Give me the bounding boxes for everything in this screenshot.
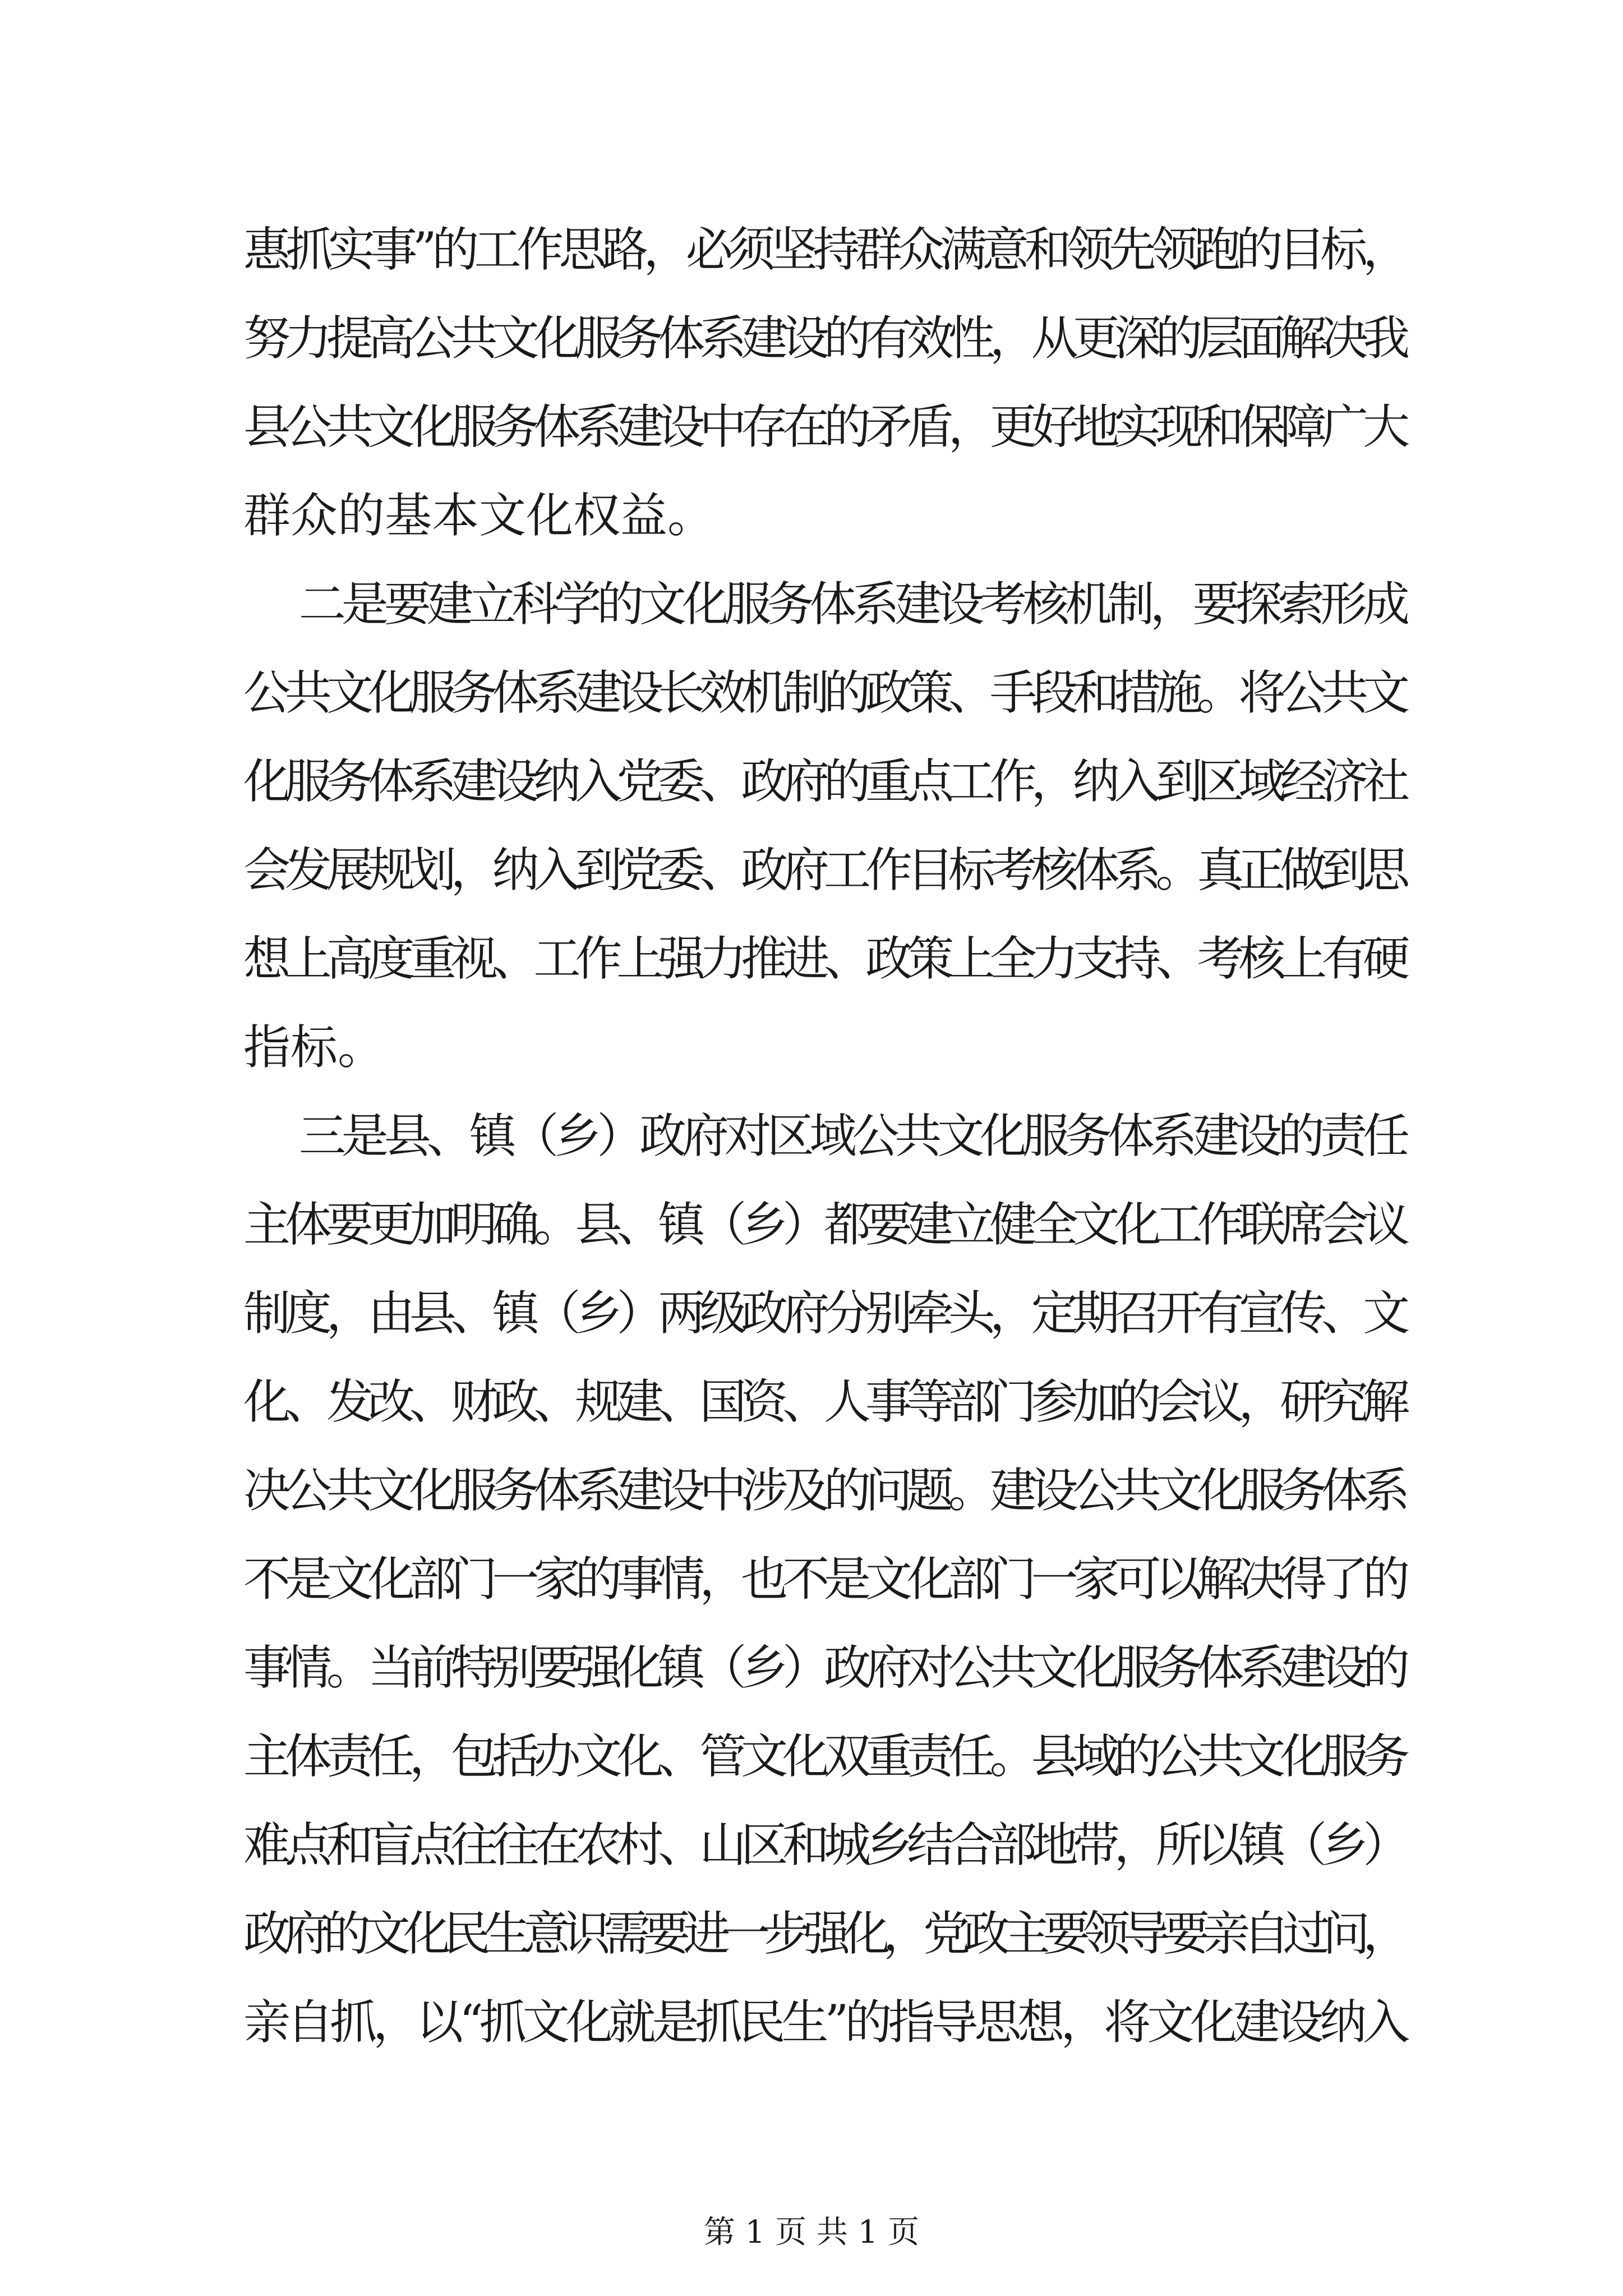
- paragraph-3-line-4: 化、发改、财政、规建、国资、人事等部门参加的会议，研究解: [243, 1374, 1405, 1429]
- paragraph-3-line-10: 政府的文化民生意识需要进一步强化，党政主要领导要亲自过问，: [243, 1906, 1403, 1961]
- paragraph-2-line-2: 公共文化服务体系建设长效机制的政策、手段和措施。将公共文: [243, 665, 1405, 720]
- paragraph-1-line-1: 惠抓实事”的工作思路，必须坚持群众满意和领先领跑的目标，: [243, 222, 1405, 277]
- paragraph-3-line-2: 主体要更加明确。县、镇（乡）都要建立健全文化工作联席会议: [243, 1197, 1405, 1252]
- paragraph-2-line-3: 化服务体系建设纳入党委、政府的重点工作，纳入到区域经济社: [243, 754, 1405, 809]
- paragraph-3-line-8: 主体责任，包括办文化、管文化双重责任。县域的公共文化服务: [243, 1729, 1405, 1784]
- paragraph-3-line-11: 亲自抓，以“抓文化就是抓民生”的指导思想，将文化建设纳入: [243, 1995, 1407, 2050]
- paragraph-2-line-4: 会发展规划，纳入到党委、政府工作目标考核体系。真正做到思: [243, 843, 1405, 898]
- page-footer: 第 1 页 共 1 页: [703, 2214, 920, 2251]
- paragraph-3-line-3: 制度，由县、镇（乡）两级政府分别牵头，定期召开有宣传、文: [243, 1286, 1405, 1341]
- paragraph-3-line-1: 三是县、镇（乡）政府对区域公共文化服务体系建设的责任: [299, 1108, 1405, 1163]
- paragraph-2-line-1: 二是要建立科学的文化服务体系建设考核机制，要探索形成: [299, 577, 1405, 632]
- paragraph-3-line-5: 决公共文化服务体系建设中涉及的问题。建设公共文化服务体系: [243, 1463, 1405, 1518]
- paragraph-1-line-2: 努力提高公共文化服务体系建设的有效性，从更深的层面解决我: [243, 311, 1405, 366]
- paragraph-3-line-6: 不是文化部门一家的事情，也不是文化部门一家可以解决得了的: [243, 1552, 1405, 1607]
- paragraph-3-line-7: 事情。当前特别要强化镇（乡）政府对公共文化服务体系建设的: [243, 1640, 1405, 1695]
- paragraph-3-line-9: 难点和盲点往往在农村、山区和城乡结合部地带，所以镇（乡）: [243, 1818, 1405, 1872]
- paragraph-1-line-3: 县公共文化服务体系建设中存在的矛盾，更好地实现和保障广大: [243, 399, 1405, 454]
- paragraph-2-line-5: 想上高度重视、工作上强力推进、政策上全力支持、考核上有硬: [243, 931, 1405, 986]
- paragraph-1-line-4: 群众的基本文化权益。: [243, 488, 715, 543]
- paragraph-2-line-6: 指标。: [243, 1020, 385, 1075]
